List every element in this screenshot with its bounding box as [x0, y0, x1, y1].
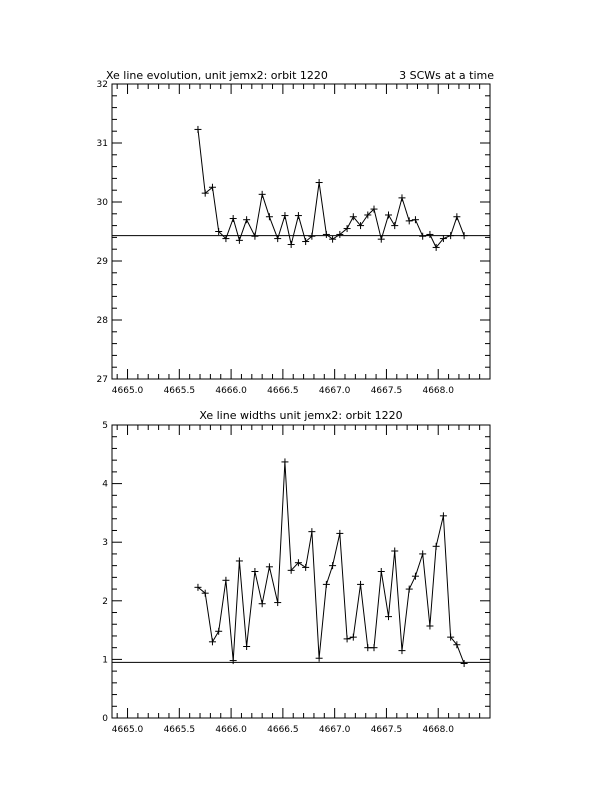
data-point	[230, 657, 237, 664]
data-point	[266, 563, 273, 570]
x-tick-label: 4666.5	[267, 386, 299, 396]
series-line	[198, 462, 464, 664]
x-tick-label: 4667.5	[370, 725, 403, 735]
data-point	[433, 543, 440, 550]
plot-frame	[112, 425, 490, 718]
data-point	[236, 557, 243, 564]
data-point	[406, 586, 413, 593]
data-point	[215, 628, 222, 635]
chart-title: Xe line widths unit jemx2: orbit 1220	[199, 409, 403, 422]
data-point	[385, 613, 392, 620]
data-point	[385, 211, 392, 218]
data-point	[236, 237, 243, 244]
x-tick-label: 4667.5	[370, 386, 403, 396]
data-point	[259, 600, 266, 607]
x-tick-label: 4667.0	[318, 386, 351, 396]
data-point	[329, 562, 336, 569]
data-point	[209, 638, 216, 645]
data-point	[316, 655, 323, 662]
data-point	[295, 212, 302, 219]
data-point	[398, 647, 405, 654]
data-point	[453, 213, 460, 220]
x-tick-label: 4665.5	[163, 386, 196, 396]
data-point	[302, 564, 309, 571]
data-point	[391, 547, 398, 554]
data-point	[461, 660, 468, 667]
data-point	[323, 581, 330, 588]
data-point	[398, 194, 405, 201]
y-tick-label: 30	[96, 198, 108, 208]
data-point	[266, 213, 273, 220]
data-point	[316, 179, 323, 186]
x-tick-label: 4665.5	[163, 725, 196, 735]
x-tick-label: 4668.0	[422, 386, 454, 396]
data-point	[243, 643, 250, 650]
x-tick-label: 4667.0	[318, 725, 351, 735]
y-tick-label: 32	[96, 80, 108, 90]
y-tick-label: 29	[96, 257, 108, 267]
chart-title: Xe line evolution, unit jemx2: orbit 1220	[106, 69, 328, 82]
y-tick-label: 28	[96, 316, 108, 326]
data-point	[350, 634, 357, 641]
data-point	[222, 577, 229, 584]
data-point	[412, 573, 419, 580]
data-point	[391, 222, 398, 229]
data-point	[426, 622, 433, 629]
data-point	[378, 236, 385, 243]
x-tick-label: 4666.5	[267, 725, 299, 735]
data-point	[251, 233, 258, 240]
data-point	[419, 233, 426, 240]
x-tick-label: 4665.0	[111, 386, 144, 396]
y-tick-label: 5	[102, 421, 108, 431]
data-point	[461, 232, 468, 239]
data-point	[281, 458, 288, 465]
data-point	[344, 635, 351, 642]
y-tick-label: 2	[102, 596, 108, 607]
data-point	[274, 599, 281, 606]
data-point	[251, 568, 258, 575]
data-point	[243, 216, 250, 223]
data-point	[281, 212, 288, 219]
data-point	[364, 644, 371, 651]
y-tick-label: 4	[102, 479, 108, 490]
x-tick-label: 4666.0	[215, 725, 247, 735]
data-point	[336, 530, 343, 537]
data-point	[230, 215, 237, 222]
data-point	[426, 231, 433, 238]
data-point	[378, 568, 385, 575]
chart-xe-line-widths	[102, 409, 490, 735]
plot-frame	[112, 84, 490, 379]
y-tick-label: 0	[102, 714, 108, 724]
data-point	[406, 217, 413, 224]
data-point	[288, 241, 295, 248]
data-point	[440, 512, 447, 519]
y-tick-label: 1	[102, 655, 108, 666]
x-tick-label: 4665.0	[111, 725, 144, 735]
data-point	[259, 191, 266, 198]
series-line	[198, 129, 464, 247]
data-point	[412, 216, 419, 223]
data-point	[419, 550, 426, 557]
data-point	[447, 232, 454, 239]
x-tick-label: 4668.0	[422, 725, 454, 735]
data-point	[308, 528, 315, 535]
data-point	[371, 644, 378, 651]
chart-annotation: 3 SCWs at a time	[399, 69, 494, 82]
data-point	[357, 581, 364, 588]
y-tick-label: 3	[102, 538, 108, 549]
data-point	[194, 126, 201, 133]
x-tick-label: 4666.0	[215, 386, 247, 396]
y-tick-label: 27	[96, 375, 108, 385]
chart-xe-line-evolution	[97, 69, 495, 396]
y-tick-label: 31	[96, 139, 108, 149]
